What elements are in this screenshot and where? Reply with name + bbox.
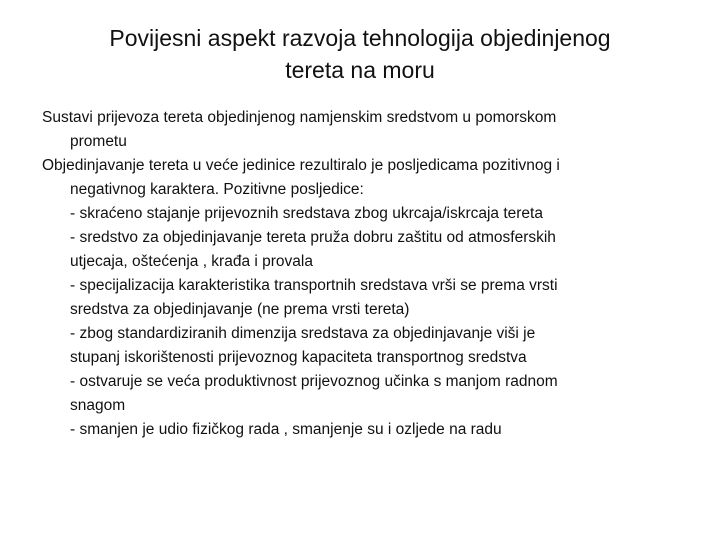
list-item-line: snagom (70, 397, 126, 414)
list-item-line: utjecaja, oštećenja , krađa i provala (70, 253, 313, 270)
paragraph-line: Sustavi prijevoza tereta objedinjenog namjenskim sredstvom u pomorskom (42, 109, 557, 126)
list-item-line: - smanjen je udio fizičkog rada , smanjenje su i ozljede na radu (70, 421, 502, 438)
slide-body (42, 106, 682, 442)
paragraph-objedinjavanje (42, 154, 682, 202)
list-item (42, 370, 682, 418)
list-item (42, 226, 682, 274)
list-item-line: - zbog standardiziranih dimenzija sredstava za objedinjavanje viši je (70, 325, 536, 342)
list-item-line: stupanj iskorištenosti prijevoznog kapaciteta transportnog sredstva (70, 349, 527, 366)
list-item (42, 202, 682, 226)
slide-title (60, 22, 660, 86)
list-item-line: - skraćeno stajanje prijevoznih sredstava zbog ukrcaja/iskrcaja tereta (70, 205, 543, 222)
list-item-line: - sredstvo za objedinjavanje tereta pruža dobru zaštitu od atmosferskih (70, 229, 556, 246)
slide-title-line-2: tereta na moru (285, 57, 435, 83)
paragraph-line: Objedinjavanje tereta u veće jedinice rezultiralo je posljedicama pozitivnog i (42, 157, 560, 174)
paragraph-sustavi (42, 106, 682, 154)
list-item-line: - ostvaruje se veća produktivnost prijevoznog učinka s manjom radnom (70, 373, 558, 390)
paragraph-line: negativnog karaktera. Pozitivne posljedice: (70, 181, 364, 198)
list-item-line: sredstva za objedinjavanje (ne prema vrsti tereta) (70, 301, 410, 318)
slide-title-line-1: Povijesni aspekt razvoja tehnologija objedinjenog (109, 25, 611, 51)
list-item-line: - specijalizacija karakteristika transportnih sredstava vrši se prema vrsti (70, 277, 558, 294)
list-item (42, 322, 682, 370)
paragraph-line: prometu (70, 133, 127, 150)
list-item (42, 274, 682, 322)
list-item (42, 418, 682, 442)
